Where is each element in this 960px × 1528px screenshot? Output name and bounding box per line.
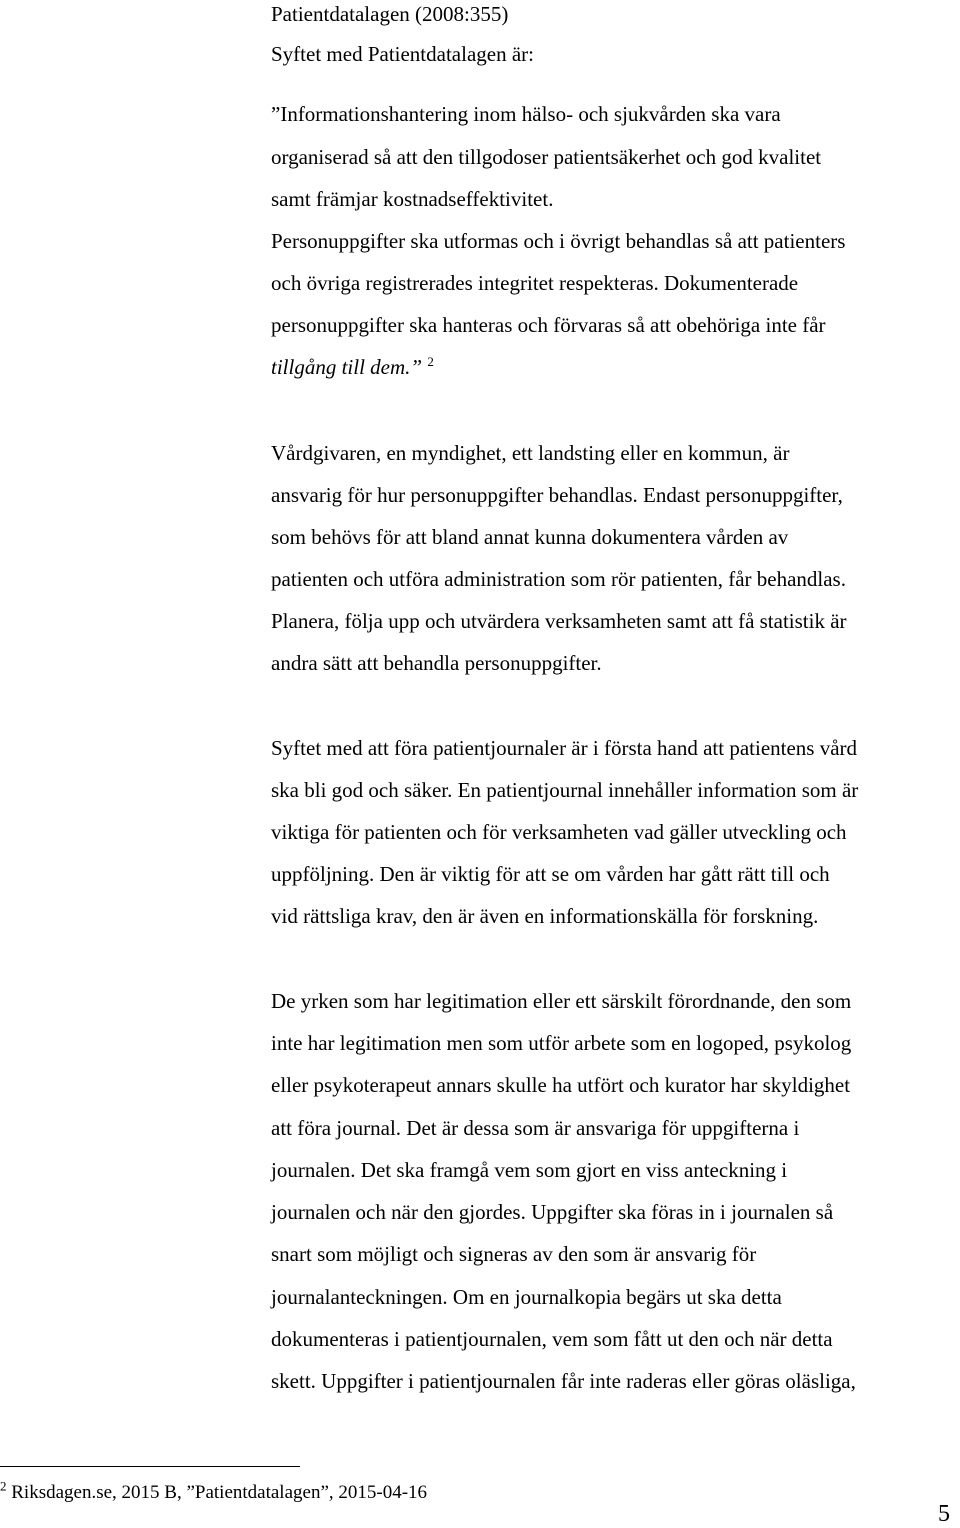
paragraph-line: uppföljning. Den är viktig för att se om vården har gått rätt till och — [271, 862, 830, 886]
quote-line: och övriga registrerades integritet respekteras. Dokumenterade — [271, 271, 799, 295]
document-title: Patientdatalagen (2008:355) — [271, 2, 509, 26]
paragraph-line: snart som möjligt och signeras av den som är ansvarig för — [271, 1242, 757, 1266]
paragraph-line: journalen. Det ska framgå vem som gjort en viss anteckning i — [271, 1158, 788, 1182]
footnote-number: 2 — [0, 1478, 7, 1494]
paragraph-line: journalanteckningen. Om en journalkopia begärs ut ska detta — [271, 1285, 782, 1309]
paragraph-line: journalen och när den gjordes. Uppgifter ska föras in i journalen så — [271, 1200, 834, 1224]
footnote-text: Riksdagen.se, 2015 B, ”Patientdatalagen”, 2015-04-16 — [11, 1482, 428, 1503]
paragraph-line: eller psykoterapeut annars skulle ha utfört och kurator har skyldighet — [271, 1073, 851, 1097]
paragraph-line: Vårdgivaren, en myndighet, ett landsting eller en kommun, är — [271, 441, 790, 465]
page-number: 5 — [938, 1501, 950, 1527]
paragraph-line: Syftet med att föra patientjournaler är i första hand att patientens vård — [271, 736, 858, 760]
paragraph-line: andra sätt att behandla personuppgifter. — [271, 651, 602, 675]
paragraph-line: som behövs för att bland annat kunna dokumentera vården av — [271, 525, 789, 549]
paragraph-line: viktiga för patienten och för verksamheten vad gäller utveckling och — [271, 820, 847, 844]
paragraph-line: ska bli god och säker. En patientjournal innehåller information som är — [271, 778, 859, 802]
quote-line: ”Informationshantering inom hälso- och sjukvården ska vara — [271, 102, 781, 126]
paragraph-line: vid rättsliga krav, den är även en informationskälla för forskning. — [271, 904, 819, 928]
paragraph-line: Planera, följa upp och utvärdera verksamheten samt att få statistik är — [271, 609, 847, 633]
lead-text: Syftet med Patientdatalagen är: — [271, 42, 534, 66]
paragraph-line: att föra journal. Det är dessa som är ansvariga för uppgifterna i — [271, 1116, 800, 1140]
paragraph-line: ansvarig för hur personuppgifter behandlas. Endast personuppgifter, — [271, 483, 843, 507]
quote-line: samt främjar kostnadseffektivitet. — [271, 187, 554, 211]
footnote — [0, 1478, 428, 1503]
paragraph-line: dokumenteras i patientjournalen, vem som fått ut den och när detta — [271, 1327, 833, 1351]
quote-line: organiserad så att den tillgodoser patientsäkerhet och god kvalitet — [271, 145, 822, 169]
paragraph-line: inte har legitimation men som utför arbete som en logoped, psykolog — [271, 1031, 852, 1055]
quote-line: Personuppgifter ska utformas och i övrigt behandlas så att patienters — [271, 229, 846, 253]
quote-line-italic: tillgång till dem.” — [271, 355, 423, 379]
paragraph-line: skett. Uppgifter i patientjournalen får inte raderas eller göras oläsliga, — [271, 1369, 856, 1393]
quote-line — [271, 354, 434, 379]
paragraph-line: De yrken som har legitimation eller ett särskilt förordnande, den som — [271, 989, 852, 1013]
paragraph-line: patienten och utföra administration som rör patienten, får behandlas. — [271, 567, 846, 591]
footnote-divider — [0, 1466, 300, 1467]
footnote-reference: 2 — [427, 354, 434, 369]
quote-line: personuppgifter ska hanteras och förvaras så att obehöriga inte får — [271, 313, 826, 337]
